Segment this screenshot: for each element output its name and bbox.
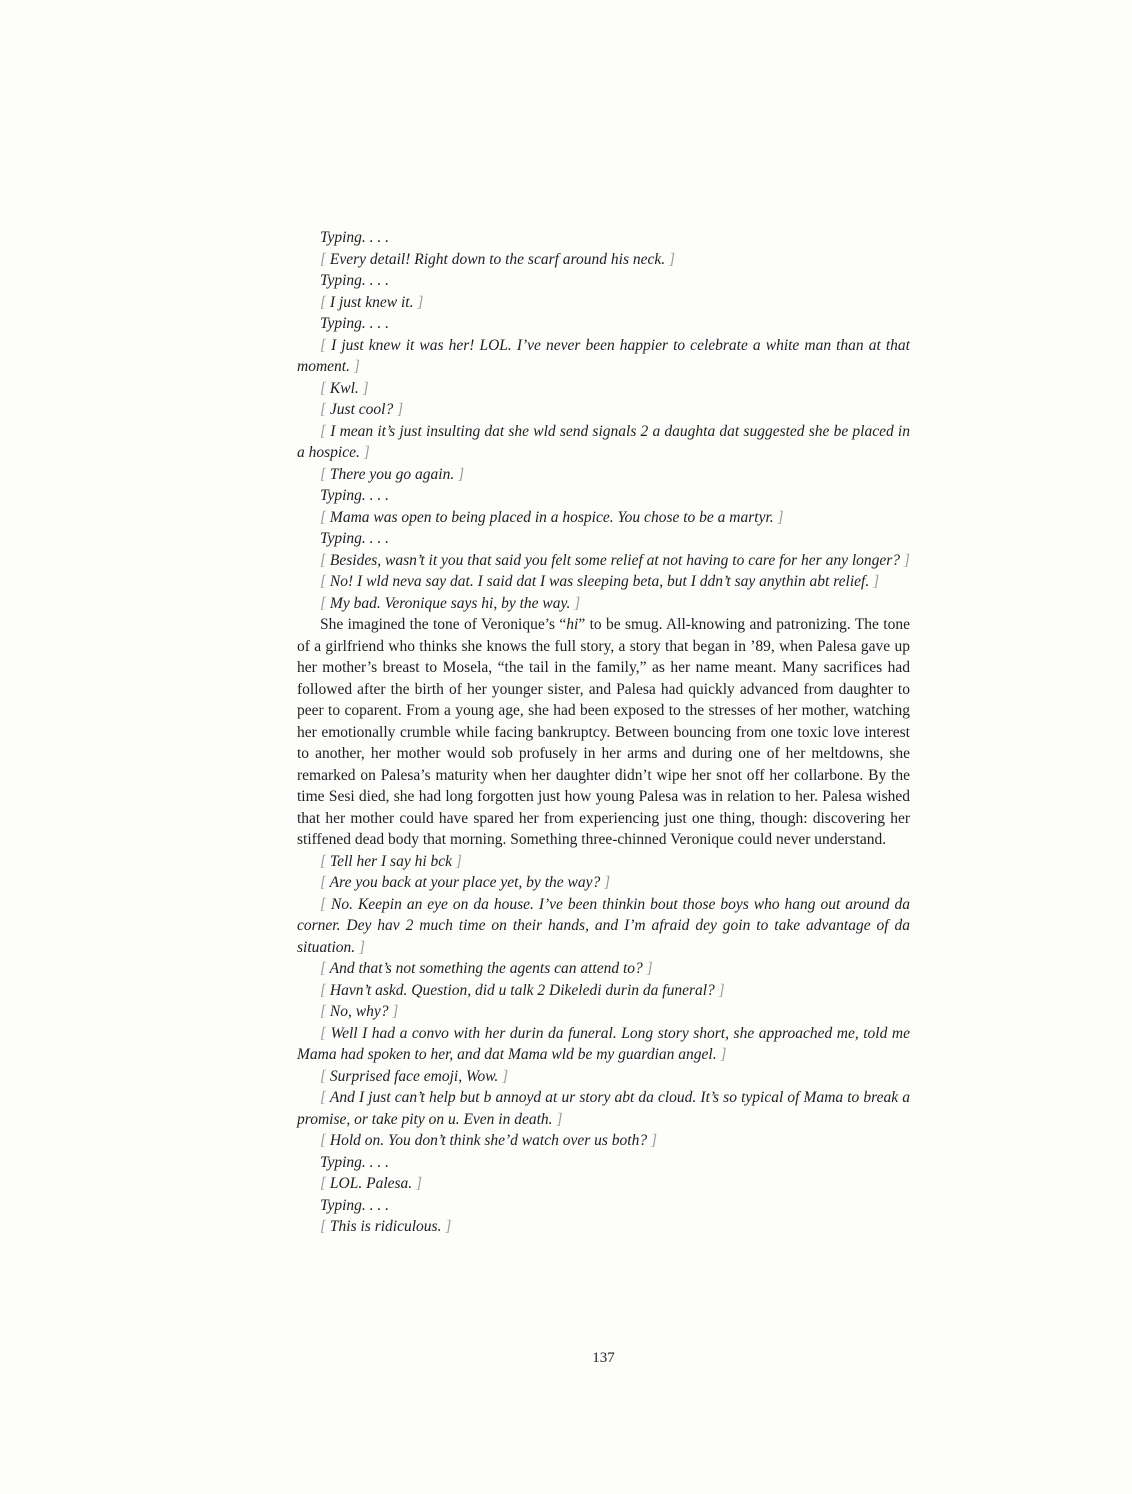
bracket-open: [ (320, 422, 331, 440)
bracket-open: [ (320, 465, 330, 483)
bracket-close: ] (714, 981, 725, 999)
bracket-close: ] (900, 551, 910, 569)
chat-message-line (297, 1066, 910, 1088)
paragraph-segment: She imagined the tone of Veronique’s “ (320, 616, 567, 633)
chat-message-line (297, 1173, 910, 1195)
chat-transcript-top (297, 227, 910, 614)
bracket-open: [ (320, 573, 330, 590)
chat-message-text: Besides, wasn’t it you that said you felt some relief at not having to care for her any longer? (329, 551, 901, 569)
chat-message-text: Surprised face emoji, Wow. (329, 1067, 499, 1085)
paragraph-segment: ” to be smug. All-knowing and patronizing. The tone of a girlfriend who thinks she knows the full story, a story that began in ’89, when Palesa gave up her mother’s breast to Mosela, “the tail in the family,” as her name meant. Many sacrifices had followed after the birth of her younger sister, and Palesa had quickly advanced from daughter to peer to coparent. From a young age, she had been exposed to the stresses of her mother, watching her emotionally crumble while facing bankruptcy. Between bouncing from one toxic love interest to another, her mother would sob profusely in her arms and during one of her meltdowns, she remarked on Palesa’s maturity when her daughter didn’t wipe her snot off her collarbone. By the time Sesi died, she had long forgotten just how young Palesa was in relation to her. Palesa wished that her mother could have spared her from experiencing just one thing, though: discovering her stiffened dead body that morning. Something three-chinned Veronique could never understand. (297, 616, 910, 848)
chat-message-text: There you go again. (329, 465, 455, 483)
chat-transcript-bottom (297, 851, 910, 1238)
bracket-open: [ (320, 981, 330, 999)
page-number: 137 (592, 1350, 615, 1366)
bracket-close: ] (358, 379, 369, 397)
chat-message-text: Are you back at your place yet, by the way? (329, 874, 601, 891)
bracket-open: [ (320, 960, 330, 977)
typing-indicator-line: Typing. . . . (320, 229, 390, 246)
bracket-open: [ (320, 874, 330, 891)
chat-message-line (297, 851, 910, 873)
bracket-close: ] (413, 293, 424, 311)
chat-message-line (297, 378, 910, 400)
chat-message-text: And I just can’t help but b annoyd at ur story abt da cloud. It’s so typical of Mama to break a promise, or take pity on u. Even in death. (297, 1089, 910, 1128)
typing-indicator-line: Typing. . . . (320, 487, 390, 504)
bracket-close: ] (412, 1175, 423, 1192)
typing-indicator-line: Typing. . . . (320, 315, 390, 332)
typing-indicator-line: Typing. . . . (320, 272, 390, 289)
chat-message-line (297, 1087, 910, 1130)
bracket-open: [ (320, 379, 330, 397)
chat-message-line (297, 1130, 910, 1152)
chat-message-line (297, 507, 910, 529)
bracket-close: ] (355, 938, 366, 956)
chat-message-line (297, 1001, 910, 1023)
chat-message-text: Well I had a convo with her durin da funeral. Long story short, she approached me, told me Mama had spoken to her, and dat Mama wld be my guardian angel. (297, 1024, 910, 1063)
bracket-close: ] (642, 960, 653, 977)
bracket-close: ] (452, 852, 462, 870)
bracket-close: ] (647, 1132, 658, 1149)
bracket-open: [ (320, 1067, 330, 1085)
bracket-close: ] (454, 465, 465, 483)
bracket-open: [ (320, 508, 330, 526)
chat-message-text: Just cool? (329, 401, 394, 418)
chat-message-text: I just knew it was her! LOL. I’ve never been happier to celebrate a white man than at that moment. (297, 336, 910, 375)
chat-message-text: No. Keepin an eye on da house. I’ve been thinkin bout those boys who hang out around da corner. Dey hav 2 much time on their hands, and I’m afraid dey goin to take advantage of da situation. (297, 895, 910, 956)
bracket-open: [ (320, 551, 330, 569)
bracket-open: [ (320, 852, 330, 870)
bracket-open: [ (320, 1089, 330, 1106)
chat-message-line (297, 1216, 910, 1238)
bracket-open: [ (320, 336, 332, 354)
bracket-close: ] (665, 250, 676, 268)
bracket-open: [ (320, 895, 332, 913)
chat-message-line (297, 894, 910, 959)
chat-message-line (297, 872, 910, 894)
chat-message-line (297, 292, 910, 314)
bracket-open: [ (320, 1003, 330, 1020)
chat-message-text: My bad. Veronique says hi, by the way. (329, 594, 571, 612)
chat-message-text: Mama was open to being placed in a hospice. You chose to be a martyr. (329, 508, 774, 526)
chat-message-text: Hold on. You don’t think she’d watch over us both? (329, 1132, 648, 1149)
chat-message-text: I mean it’s just insulting dat she wld send signals 2 a daughta dat suggested she be placed in a hospice. (297, 422, 910, 461)
chat-message-line (297, 1023, 910, 1066)
bracket-close: ] (359, 444, 370, 461)
chat-message-line (297, 571, 910, 593)
bracket-open: [ (320, 594, 330, 612)
bracket-close: ] (393, 401, 404, 418)
typing-indicator-line: Typing. . . . (320, 530, 390, 547)
chat-message-text: No, why? (329, 1003, 389, 1020)
bracket-close: ] (570, 594, 581, 612)
chat-message-line (297, 421, 910, 464)
bracket-close: ] (388, 1003, 399, 1020)
bracket-open: [ (320, 1132, 330, 1149)
bracket-open: [ (320, 1175, 330, 1192)
bracket-open: [ (320, 401, 330, 418)
bracket-close: ] (552, 1110, 563, 1128)
bracket-open: [ (320, 1218, 330, 1235)
bracket-close: ] (349, 358, 360, 375)
chat-message-text: Kwl. (329, 379, 359, 397)
chat-message-line (297, 550, 910, 572)
chat-message-text: I just knew it. (329, 293, 414, 311)
chat-message-line (297, 593, 910, 615)
paragraph-segment: hi (566, 616, 579, 633)
narrative-paragraph (297, 614, 910, 851)
chat-message-text: Havn’t askd. Question, did u talk 2 Dikeledi durin da funeral? (329, 981, 715, 999)
page-text-block (297, 227, 910, 1238)
chat-message-text: This is ridiculous. (329, 1218, 442, 1235)
chat-message-line (297, 958, 910, 980)
chat-message-line (297, 464, 910, 486)
chat-message-text: LOL. Palesa. (329, 1175, 413, 1192)
chat-message-text: Tell her I say hi bck (329, 852, 453, 870)
chat-message-text: Every detail! Right down to the scarf around his neck. (329, 250, 666, 268)
bracket-close: ] (600, 874, 611, 891)
typing-indicator-line: Typing. . . . (320, 1153, 390, 1171)
bracket-open: [ (320, 293, 330, 311)
chat-message-line (297, 980, 910, 1002)
bracket-close: ] (441, 1218, 452, 1235)
bracket-open: [ (320, 1024, 331, 1042)
chat-message-line (297, 249, 910, 271)
bracket-close: ] (498, 1067, 509, 1085)
bracket-close: ] (716, 1046, 727, 1063)
bracket-close: ] (773, 508, 784, 526)
chat-message-text: No! I wld neva say dat. I said dat I was sleeping beta, but I ddn’t say anythin abt relief. (329, 573, 870, 590)
chat-message-line (297, 399, 910, 421)
bracket-open: [ (320, 250, 330, 268)
chat-message-line (297, 335, 910, 378)
typing-indicator-line: Typing. . . . (320, 1196, 390, 1214)
chat-message-text: And that’s not something the agents can attend to? (329, 960, 643, 977)
bracket-close: ] (869, 573, 880, 590)
